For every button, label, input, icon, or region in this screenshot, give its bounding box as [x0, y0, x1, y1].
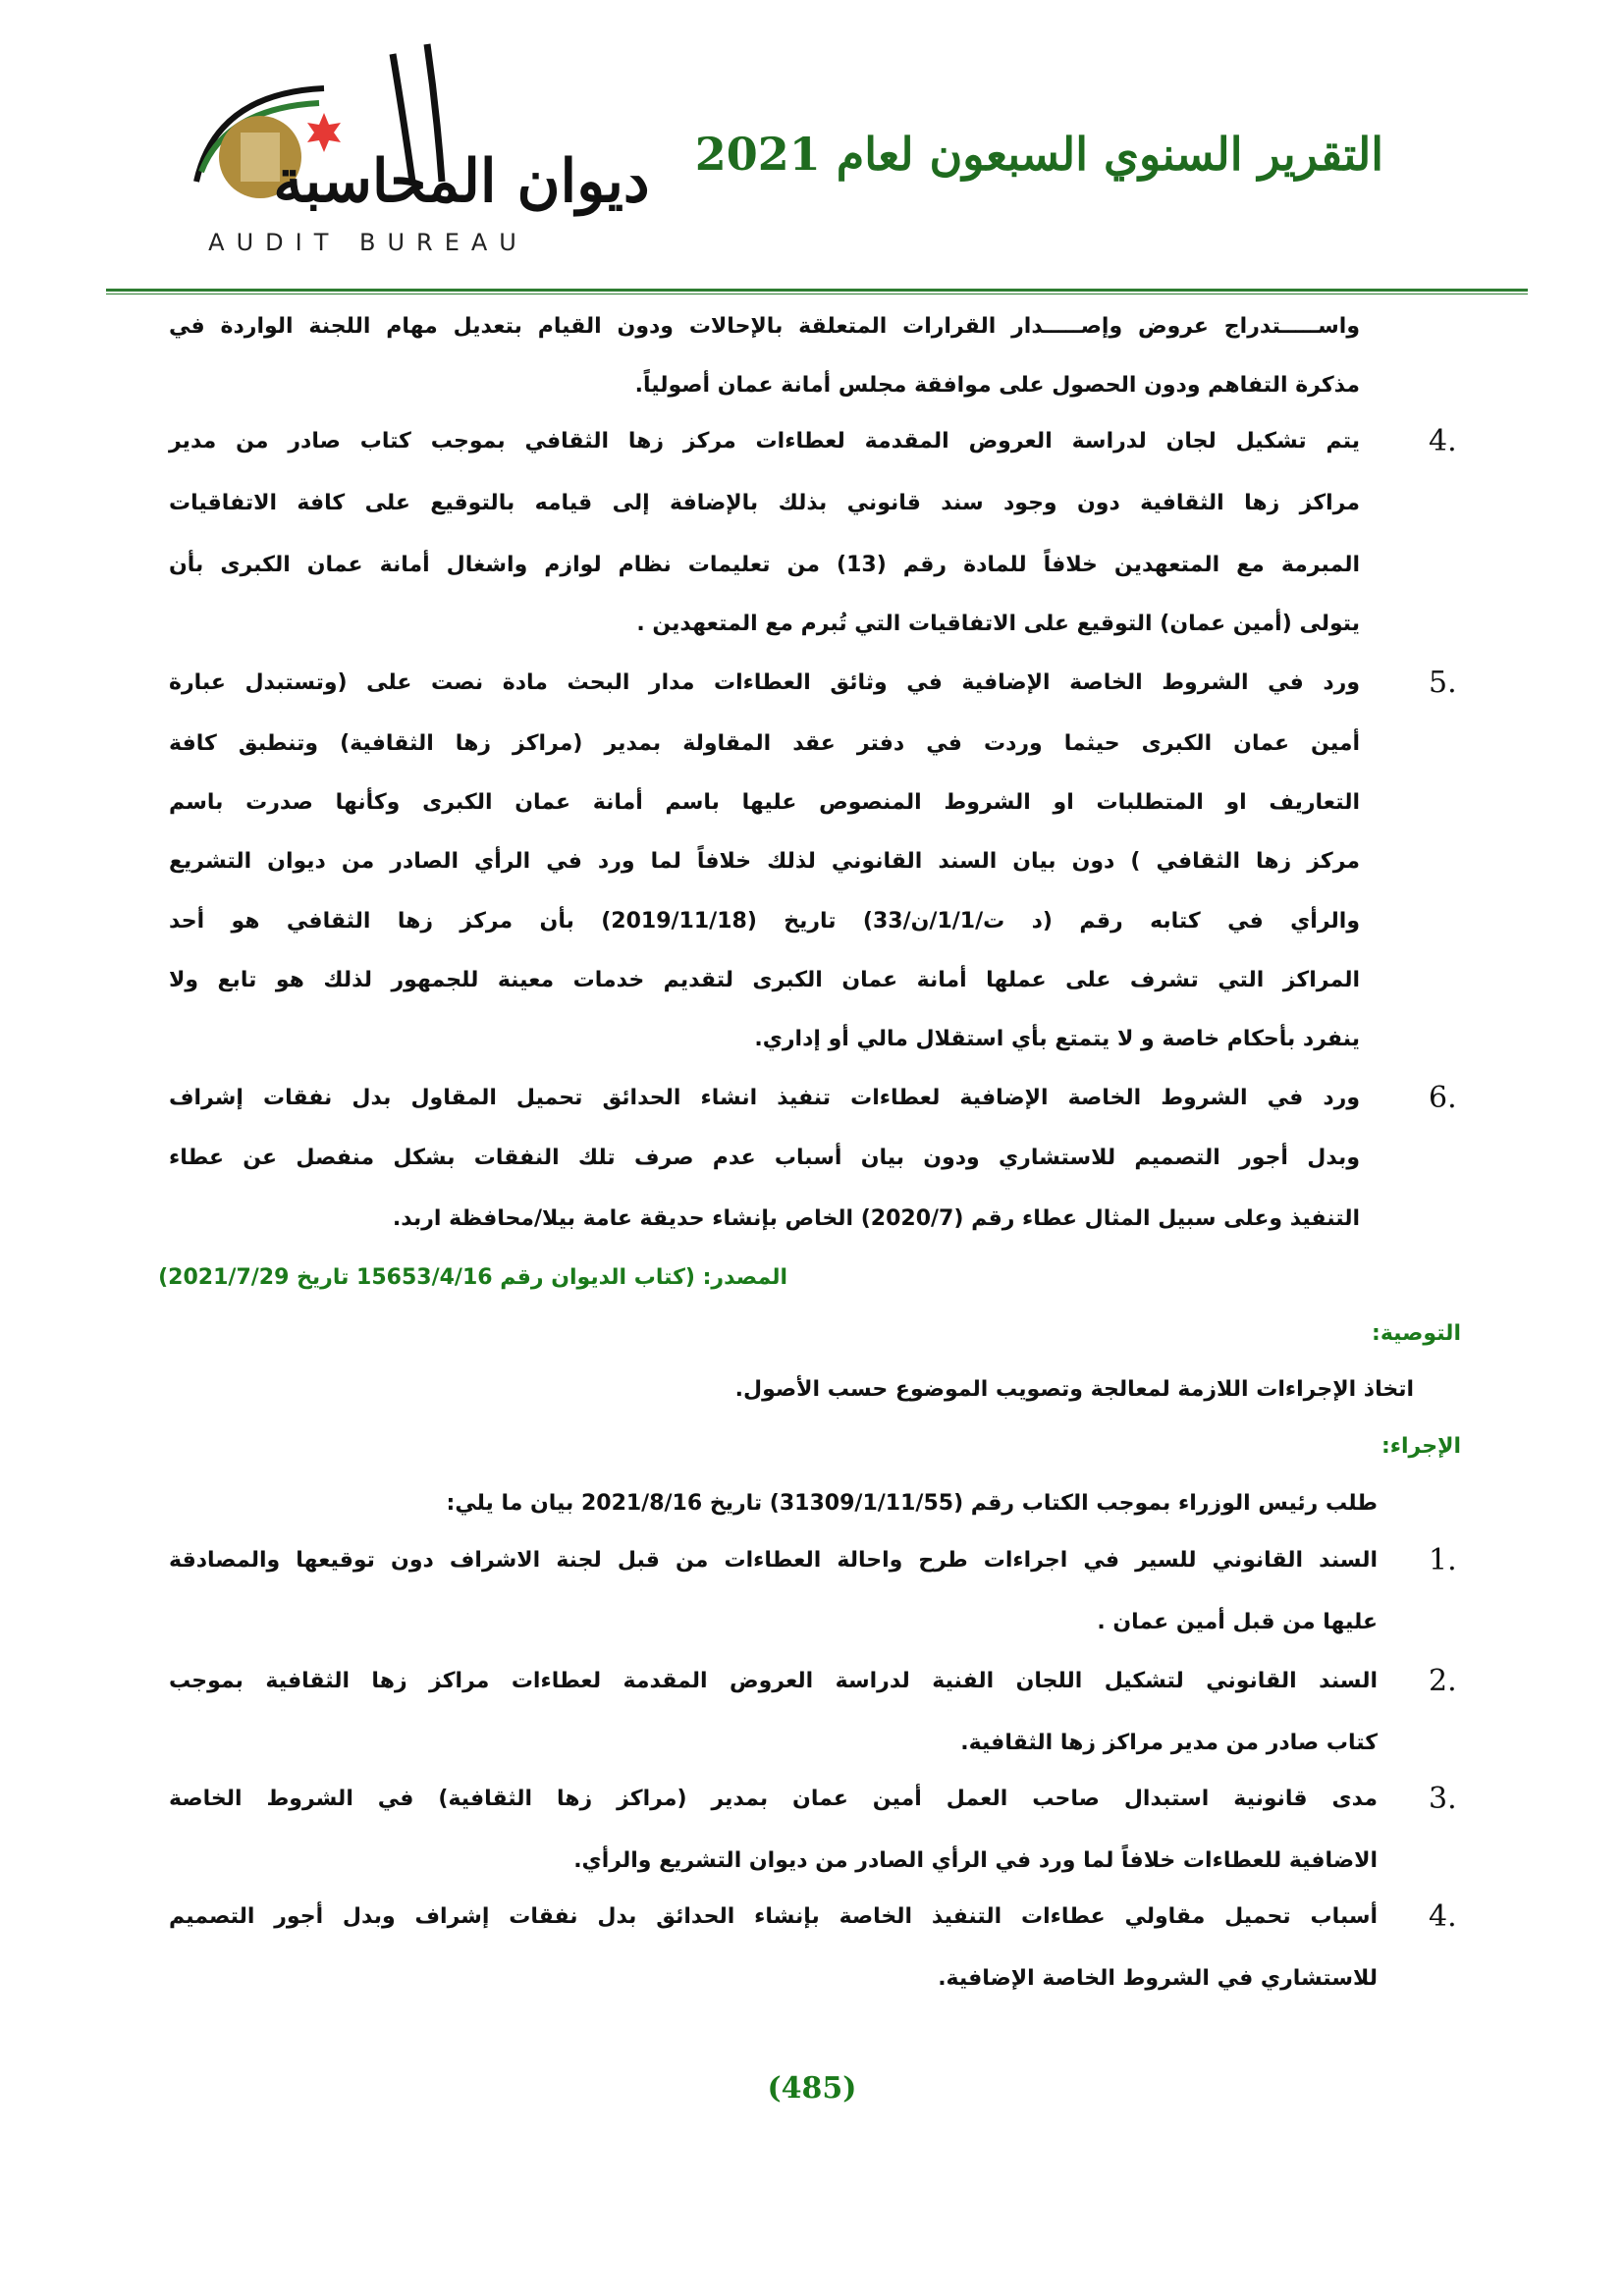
paragraph-line: الاضافية للعطاءات خلافاً لما ورد في الرأي الصادر من ديوان التشريع والرأي.	[573, 1848, 1378, 1873]
paragraph-line: مركز زها الثقافي ) دون بيان السند القانوني لذلك خلافاً لما ورد في الرأي الصادر من ديوان التشريع	[169, 849, 1360, 874]
paragraph-line: السند القانوني لتشكيل اللجان الفنية لدراسة العروض المقدمة لعطاءات مراكز زها الثقافية بموجب	[169, 1669, 1378, 1693]
paragraph-line: واســـــتدراج عروض وإصـــــدار القرارات المتعلقة بالإحالات ودون القيام بتعديل مهام اللجنة الواردة في	[169, 314, 1360, 339]
recommendation-text: اتخاذ الإجراءات اللازمة لمعالجة وتصويب الموضوع حسب الأصول.	[734, 1377, 1414, 1402]
paragraph-line: المراكز التي تشرف على عملها أمانة عمان الكبرى لتقديم خدمات معينة للجمهور لذلك هو تابع ولا	[169, 968, 1360, 992]
paragraph-line: أسباب تحميل مقاولي عطاءات التنفيذ الخاصة بإنشاء الحدائق بدل نفقات إشراف وبدل أجور التصميم	[169, 1904, 1378, 1929]
list-number: 3.	[1429, 1782, 1457, 1816]
header-divider	[106, 289, 1528, 292]
paragraph-line: السند القانوني للسير في اجراءات طرح واحالة العطاءات من قبل لجنة الاشراف دون توقيعها والمصادقة	[169, 1548, 1378, 1573]
list-number: 6.	[1429, 1081, 1457, 1115]
paragraph-line: التعاريف او المتطلبات او الشروط المنصوص عليها باسم أمانة عمان الكبرى وكأنها صدرت باسم	[169, 790, 1360, 815]
paragraph-line: ورد في الشروط الخاصة الإضافية لعطاءات تنفيذ انشاء الحدائق تحميل المقاول بدل نفقات إشراف	[169, 1086, 1360, 1110]
logo-arabic-lettering: ديوان المحاسبة	[273, 147, 650, 216]
list-number: 1.	[1429, 1543, 1457, 1577]
paragraph-line: مراكز زها الثقافية دون وجود سند قانوني بذلك بالإضافة إلى قيامه بالتوقيع على كافة الاتفاقيات	[169, 491, 1360, 515]
paragraph-line: يتم تشكيل لجان لدراسة العروض المقدمة لعطاءات مركز زها الثقافي بموجب كتاب صادر من مدير	[169, 429, 1360, 454]
paragraph-line: وبدل أجور التصميم للاستشاري ودون بيان أسباب عدم صرف تلك النفقات بشكل منفصل عن عطاء	[169, 1146, 1360, 1170]
list-number: 4.	[1429, 424, 1457, 458]
paragraph-line: مدى قانونية استبدال صاحب العمل أمين عمان بمدير (مراكز زها الثقافية) في الشروط الخاصة	[169, 1787, 1378, 1811]
page-number: (485)	[767, 2071, 857, 2106]
paragraph-line: ينفرد بأحكام خاصة و لا يتمتع بأي استقلال مالي أو إداري.	[754, 1027, 1360, 1051]
paragraph-line: مذكرة التفاهم ودون الحصول على موافقة مجلس أمانة عمان أصولياً.	[634, 373, 1360, 398]
paragraph-line: للاستشاري في الشروط الخاصة الإضافية.	[938, 1966, 1378, 1991]
report-title: التقرير السنوي السبعون لعام 2021	[694, 128, 1383, 181]
list-number: 4.	[1429, 1899, 1457, 1934]
action-intro: طلب رئيس الوزراء بموجب الكتاب رقم (31309/1/11/55) تاريخ 2021/8/16 بيان ما يلي:	[446, 1491, 1378, 1516]
paragraph-line: التنفيذ وعلى سبيل المثال عطاء رقم (2020/7) الخاص بإنشاء حديقة عامة بيلا/محافظة اربد.	[392, 1206, 1360, 1231]
recommendation-heading: التوصية:	[1372, 1321, 1461, 1346]
logo-english-text: AUDIT BUREAU	[208, 229, 528, 256]
paragraph-line: عليها من قبل أمين عمان .	[1097, 1610, 1378, 1634]
paragraph-line: أمين عمان الكبرى حيثما وردت في دفتر عقد المقاولة بمدير (مراكز زها الثقافية) وتنطبق كافة	[169, 731, 1360, 756]
paragraph-line: يتولى (أمين عمان) التوقيع على الاتفاقيات التي تُبرم مع المتعهدين .	[636, 612, 1360, 636]
list-number: 2.	[1429, 1664, 1457, 1698]
source-citation: المصدر: (كتاب الديوان رقم 15653/4/16 تاريخ 2021/7/29)	[158, 1265, 787, 1290]
list-number: 5.	[1429, 666, 1457, 700]
paragraph-line: ورد في الشروط الخاصة الإضافية في وثائق العطاءات مدار البحث مادة نصت على (وتستبدل عبارة	[169, 670, 1360, 695]
paragraph-line: كتاب صادر من مدير مراكز زها الثقافية.	[960, 1731, 1378, 1755]
action-heading: الإجراء:	[1380, 1434, 1461, 1459]
paragraph-line: والرأي في كتابه رقم (د ت/1/1/ن/33) تاريخ (2019/11/18) بأن مركز زها الثقافي هو أحد	[169, 909, 1360, 934]
paragraph-line: المبرمة مع المتعهدين خلافاً للمادة رقم (13) من تعليمات نظام لوازم واشغال أمانة عمان الكبرى بأن	[169, 553, 1361, 577]
audit-bureau-logo	[177, 34, 650, 260]
